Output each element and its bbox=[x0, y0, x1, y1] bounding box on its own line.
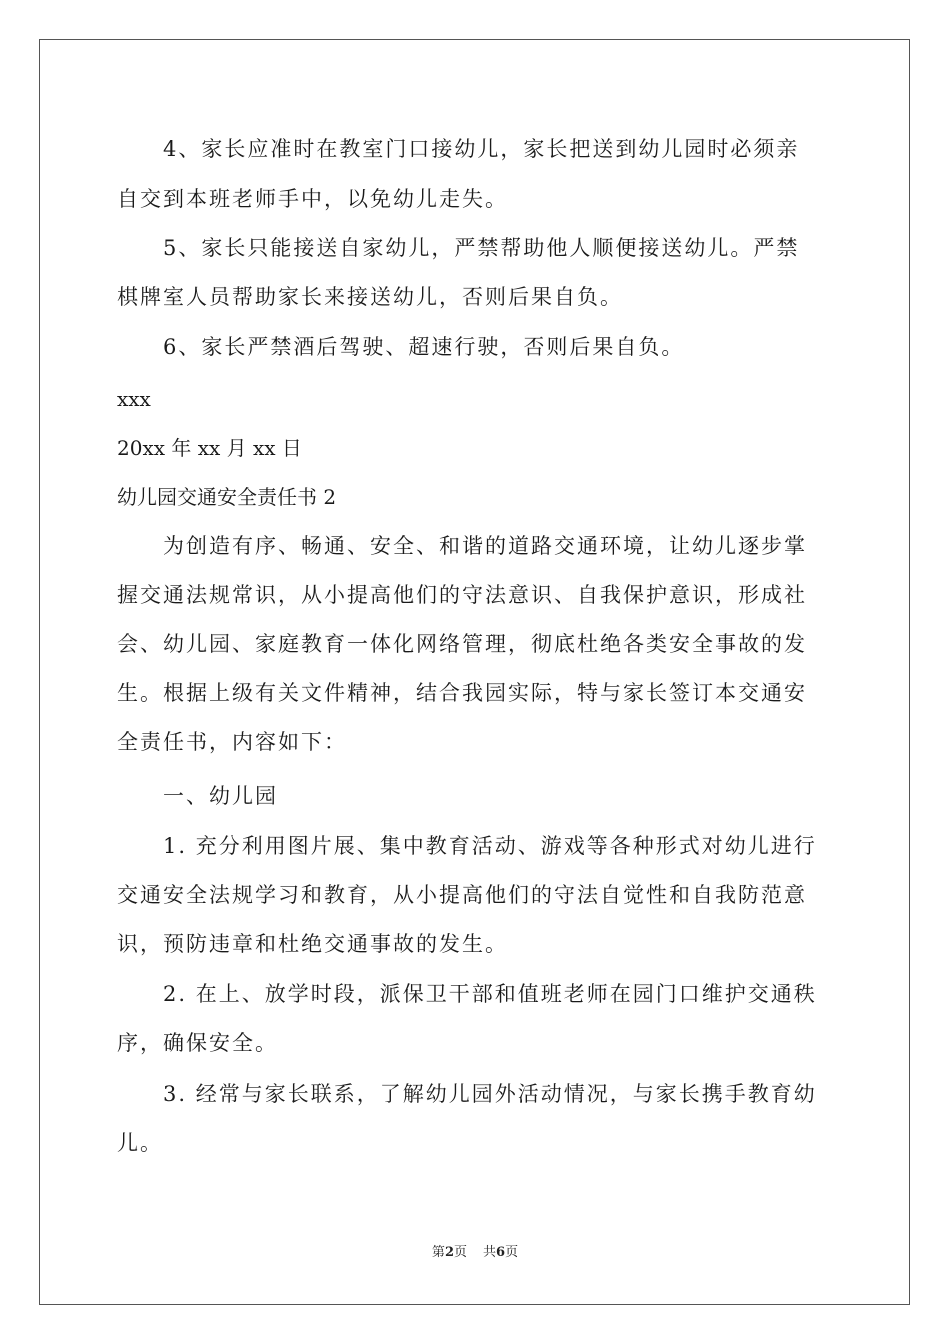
paragraph-line: 为创造有序、畅通、安全、和谐的道路交通环境，让幼儿逐步掌 bbox=[163, 534, 807, 558]
subsection-heading: 一、幼儿园 bbox=[163, 784, 278, 808]
total-prefix: 共 bbox=[483, 1245, 497, 1260]
signatory: xxx bbox=[117, 387, 151, 411]
date-line: 20xx 年 xx 月 xx 日 bbox=[117, 436, 302, 460]
paragraph-line: 棋牌室人员帮助家长来接送幼儿，否则后果自负。 bbox=[117, 285, 623, 309]
paragraph-line: 生。根据上级有关文件精神，结合我园实际，特与家长签订本交通安 bbox=[117, 681, 807, 705]
paragraph-line: 序，确保安全。 bbox=[117, 1031, 278, 1055]
paragraph-line: 2. 在上、放学时段，派保卫干部和值班老师在园门口维护交通秩 bbox=[163, 982, 817, 1006]
page-footer bbox=[0, 1244, 950, 1262]
page-prefix: 第 bbox=[431, 1245, 445, 1260]
paragraph-line: 4、家长应准时在教室门口接幼儿，家长把送到幼儿园时必须亲 bbox=[163, 137, 800, 161]
paragraph-line: 交通安全法规学习和教育，从小提高他们的守法自觉性和自我防范意 bbox=[117, 883, 807, 907]
paragraph-line: 6、家长严禁酒后驾驶、超速行驶，否则后果自负。 bbox=[163, 335, 685, 359]
paragraph-line: 儿。 bbox=[117, 1131, 163, 1155]
paragraph-line: 会、幼儿园、家庭教育一体化网络管理，彻底杜绝各类安全事故的发 bbox=[117, 632, 807, 656]
page-suffix: 页 bbox=[453, 1245, 467, 1260]
section-title: 幼儿园交通安全责任书 2 bbox=[117, 485, 337, 509]
paragraph-line: 3. 经常与家长联系，了解幼儿园外活动情况，与家长携手教育幼 bbox=[163, 1082, 817, 1106]
paragraph-line: 1. 充分利用图片展、集中教育活动、游戏等各种形式对幼儿进行 bbox=[163, 834, 817, 858]
total-pages: 6 bbox=[496, 1245, 506, 1260]
paragraph-line: 全责任书，内容如下： bbox=[117, 730, 347, 754]
total-suffix: 页 bbox=[505, 1245, 519, 1260]
paragraph-line: 5、家长只能接送自家幼儿，严禁帮助他人顺便接送幼儿。严禁 bbox=[163, 236, 800, 260]
paragraph-line: 握交通法规常识，从小提高他们的守法意识、自我保护意识，形成社 bbox=[117, 583, 807, 607]
page-number: 2 bbox=[444, 1245, 454, 1260]
paragraph-line: 自交到本班老师手中，以免幼儿走失。 bbox=[117, 187, 508, 211]
paragraph-line: 识，预防违章和杜绝交通事故的发生。 bbox=[117, 932, 508, 956]
